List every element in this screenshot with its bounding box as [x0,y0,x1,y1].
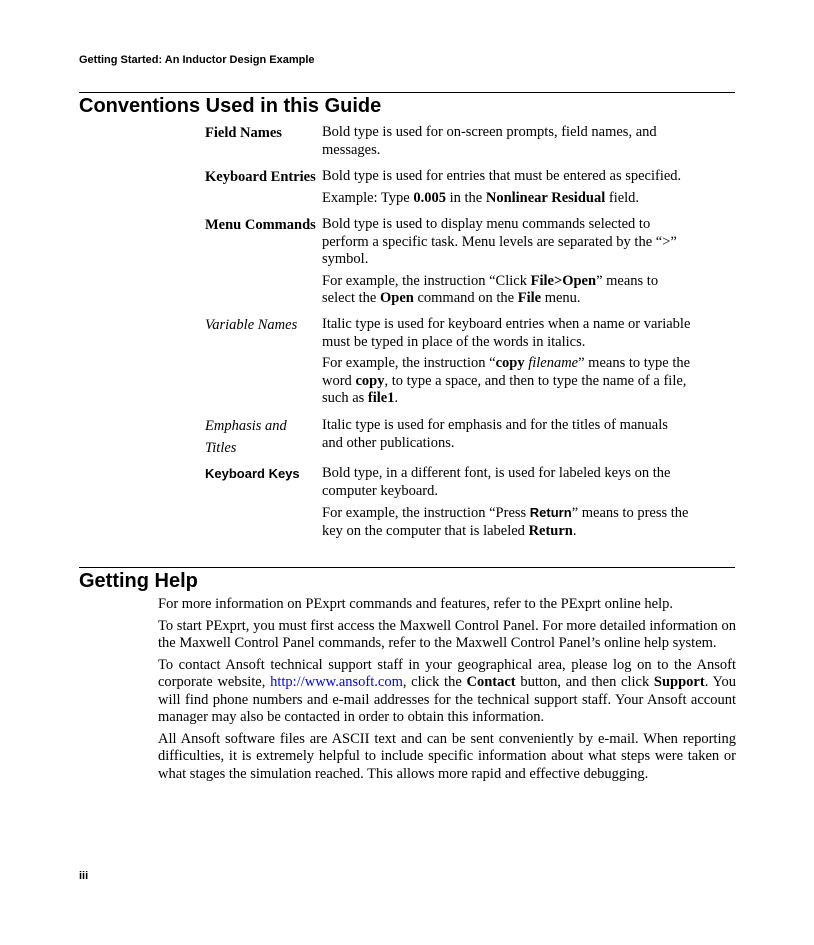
term-line: Titles [205,440,237,456]
help-body [158,596,736,787]
example-text: For example, the instruction “copy filename” means to type the word copy, to type a space, and then to type the name of a file, such as file1. [322,355,691,406]
description-text: Italic type is used for emphasis and for the titles of manuals and other publications. [322,417,668,451]
section-rule [79,567,735,568]
help-paragraph: To start PExprt, you must first access the Maxwell Control Panel. For more detailed information on the Maxwell Control Panel commands, refer to the Maxwell Control Panel’s online help system. [158,617,736,651]
description-text: Bold type is used to display menu commands selected to perform a specific task. Menu levels are separated by the “>” symbol. [322,216,677,267]
convention-description [322,124,692,163]
convention-term: Menu Commands [205,217,316,233]
term-line: Emphasis and [205,418,287,434]
convention-term: Keyboard Keys [205,466,300,481]
convention-description [322,465,692,544]
help-paragraph: To contact Ansoft technical support staff in your geographical area, please log on to the Ansoft corporate website, http://www.ansoft.com, click the Contact button, and then click Support. You will find phone numbers and e-mail addresses for the technical support staff. Your Ansoft account manager may also be contacted in order to obtain this information. [158,656,736,725]
convention-term: Field Names [205,125,282,141]
description-text: Bold type, in a different font, is used for labeled keys on the computer keyboard. [322,465,671,499]
example-text: For example, the instruction “Click File>Open” means to select the Open command on the File menu. [322,272,659,306]
help-paragraph: For more information on PExprt commands and features, refer to the PExprt online help. [158,596,674,612]
convention-term [205,415,322,459]
section-title-conventions: Conventions Used in this Guide [79,95,382,117]
convention-term: Keyboard Entries [205,169,316,185]
convention-description [322,216,692,312]
convention-description [322,168,692,211]
convention-description [322,417,692,456]
running-header: Getting Started: An Inductor Design Example [79,54,315,66]
convention-term: Variable Names [205,317,298,333]
description-text: Italic type is used for keyboard entries when a name or variable must be typed in place of the words in italics. [322,316,691,350]
description-text: Bold type is used for on-screen prompts, field names, and messages. [322,124,657,158]
section-rule [79,92,735,93]
example-text: Example: Type 0.005 in the Nonlinear Residual field. [322,189,640,206]
description-text: Bold type is used for entries that must be entered as specified. [322,168,682,184]
example-text: For example, the instruction “Press Return” means to press the key on the computer that is labeled Return. [322,505,689,539]
section-title-help: Getting Help [79,570,198,592]
help-paragraph: All Ansoft software files are ASCII text and can be sent conveniently by e-mail. When reporting difficulties, it is extremely helpful to include specific information about what steps were taken or what stages the simulation reached. This allows more rapid and effective debugging. [158,730,736,782]
ansoft-website-link[interactable]: http://www.ansoft.com [270,674,403,690]
convention-description [322,316,692,412]
page-number: iii [79,870,89,882]
